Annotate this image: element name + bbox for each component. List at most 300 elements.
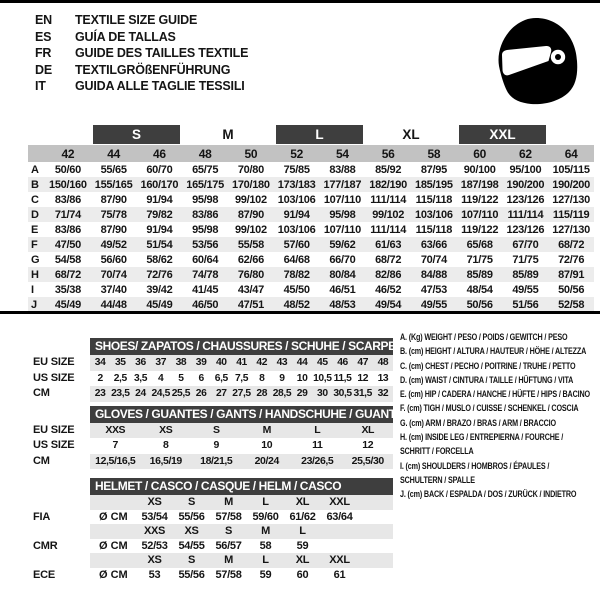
helmet-value-cell: 59/60 — [252, 510, 279, 523]
measurement-cell: 49/55 — [411, 297, 457, 312]
row-letter: A — [31, 163, 39, 176]
size-cell: 6 — [198, 372, 204, 384]
row-letter: G — [31, 253, 40, 266]
measurement-row — [28, 177, 594, 192]
row-label: FIA — [33, 510, 51, 523]
measurement-cell: 87/91 — [548, 267, 594, 282]
measurement-cell: 55/58 — [228, 237, 274, 252]
measurement-cell: 44/48 — [91, 297, 137, 312]
helmet-table-title: HELMET / CASCO / CASQUE / HELM / CASCO — [90, 478, 393, 495]
measurement-cell: 58/62 — [146, 253, 173, 266]
filler-cell — [358, 568, 393, 583]
measurement-cell: 46/51 — [329, 283, 356, 296]
measurement-cell: 43/47 — [237, 283, 264, 296]
measurement-cell: 45/49 — [137, 297, 183, 312]
size-cell: 7,5 — [234, 372, 249, 384]
measurement-cell: 91/94 — [274, 207, 320, 222]
measurement-cell: 87/95 — [420, 163, 447, 176]
size-cell: 36 — [135, 357, 146, 368]
measurement-cell: 115/118 — [415, 223, 453, 236]
measurement-cell: 47/51 — [228, 297, 274, 312]
measurement-cell: 71/74 — [45, 207, 91, 222]
size-number-cell: 60 — [457, 145, 503, 162]
legend-line: I. (cm) SHOULDERS / HOMBROS / ÉPAULES / — [400, 460, 550, 471]
size-cell: 29 — [296, 388, 308, 399]
size-cell: 25,5/30 — [351, 454, 384, 467]
size-cell: 23,5 — [111, 388, 130, 399]
size-cell: 20/24 — [254, 454, 279, 467]
helmet-size-cell: XL — [295, 554, 310, 566]
size-group-cell: M — [222, 127, 234, 142]
legend-item — [400, 487, 600, 501]
helmet-size-cell: S — [187, 496, 196, 508]
size-cell: 46 — [337, 357, 348, 368]
measurement-cell: 123/126 — [506, 193, 545, 206]
size-cell: 7 — [112, 439, 118, 451]
row-letter: F — [28, 237, 45, 252]
top-border-line — [0, 0, 600, 3]
helmet-size-cell: M — [261, 525, 270, 537]
helmet-value-cell: 54/55 — [178, 539, 205, 552]
language-code: FR — [35, 46, 52, 61]
measurement-cell: 48/52 — [274, 297, 320, 312]
legend-item — [400, 330, 600, 344]
empty-cell — [548, 124, 594, 145]
measurement-cell: 59/62 — [320, 237, 366, 252]
measurement-cell: 119/122 — [461, 223, 499, 236]
language-title: GUIDA ALLE TAGLIE TESSILI — [75, 79, 245, 94]
language-code: IT — [35, 79, 46, 94]
measurement-cell: 119/122 — [461, 193, 499, 206]
measurement-cell: 91/94 — [146, 193, 173, 206]
measurement-cell: 50/56 — [457, 297, 503, 312]
row-letter: E — [31, 223, 39, 236]
measurement-cell: 48/54 — [466, 283, 493, 296]
measurement-cell: 127/130 — [552, 193, 590, 206]
helmet-size-row — [90, 553, 393, 568]
size-row — [33, 386, 393, 402]
language-code: ES — [35, 29, 52, 44]
legend-item — [400, 359, 600, 373]
legend-line: A. (Kg) WEIGHT / PESO / POIDS / GEWITCH / PESO — [400, 332, 568, 342]
measurement-cell: 95/98 — [320, 207, 366, 222]
size-cell: M — [262, 423, 271, 436]
legend-line: G. (cm) ARM / BRAZO / BRAS / ARM / BRACCIO — [400, 417, 556, 428]
helmet-value-cell: 59 — [259, 568, 272, 581]
measurement-cell: 47/50 — [45, 237, 91, 252]
helmet-value-cell: 61 — [333, 568, 346, 581]
measurement-cell: 76/80 — [228, 267, 274, 282]
measurement-cell: 49/55 — [512, 283, 539, 296]
row-label: EU SIZE — [33, 423, 75, 436]
size-row — [33, 355, 393, 371]
size-group-cell: XL — [402, 127, 420, 142]
helmet-size-row — [90, 495, 393, 510]
size-cell: 41 — [236, 357, 247, 368]
size-cell: 26 — [195, 388, 207, 399]
size-cell: 18/21,5 — [200, 454, 233, 467]
size-cell: 28,5 — [272, 388, 292, 399]
language-code: DE — [35, 62, 52, 77]
helmet-size-cell: L — [299, 525, 306, 537]
size-number-cell: 42 — [45, 145, 91, 162]
measurement-row — [28, 267, 594, 282]
measurement-row — [28, 252, 594, 267]
measurement-cell: 37/40 — [100, 283, 127, 296]
filler-cell — [358, 539, 393, 554]
row-label: US SIZE — [33, 371, 75, 384]
row-label: CM — [33, 387, 50, 399]
measurement-row — [28, 237, 594, 252]
row-letter: J — [28, 297, 45, 312]
size-number-cell: 54 — [320, 145, 366, 162]
measurement-cell: 87/90 — [100, 223, 127, 236]
measurement-cell: 91/94 — [146, 223, 173, 236]
main-table-head — [28, 124, 594, 162]
measurement-cell: 115/119 — [548, 207, 594, 222]
filler-cell — [358, 524, 393, 539]
size-cell: 48 — [377, 357, 389, 368]
measurement-cell: 87/90 — [228, 207, 274, 222]
helmet-size-cell: M — [224, 496, 233, 508]
size-cell: XL — [361, 423, 375, 436]
measurement-cell: 72/76 — [137, 267, 183, 282]
measurement-cell: 111/114 — [370, 193, 407, 206]
measurement-cell: 41/45 — [192, 283, 219, 296]
unit-cell: Ø CM — [99, 568, 128, 581]
size-number-cell: 58 — [411, 145, 457, 162]
size-cell: 30,5 — [333, 388, 352, 399]
measurement-cell: 107/110 — [323, 193, 361, 206]
measurement-cell: 103/106 — [277, 223, 316, 236]
measurement-cell: 66/70 — [329, 253, 356, 266]
size-cell: 23/26,5 — [301, 454, 334, 467]
row-label: US SIZE — [33, 439, 75, 451]
size-group-box: L — [276, 125, 364, 144]
size-cell: 12 — [357, 372, 369, 384]
helmet-value-row — [33, 539, 393, 554]
size-number-cell: 50 — [228, 145, 274, 162]
measurement-cell: 75/78 — [91, 207, 137, 222]
measurement-cell: 103/106 — [277, 193, 316, 206]
measurement-cell: 111/114 — [503, 207, 549, 222]
measurement-cell: 87/90 — [100, 193, 127, 206]
helmet-size-cell: XS — [147, 554, 162, 566]
measurement-cell: 85/89 — [503, 267, 549, 282]
size-cell: 38 — [175, 357, 187, 368]
measurement-cell: 127/130 — [552, 223, 590, 236]
size-row — [33, 423, 393, 439]
language-row — [35, 45, 248, 62]
helmet-size-cell: XS — [184, 525, 199, 537]
size-number-cell: 56 — [365, 145, 411, 162]
language-row — [35, 29, 248, 46]
measurement-cell: 50/56 — [558, 283, 585, 296]
legend-line: J. (cm) BACK / ESPALDA / DOS / ZURÜCK / INDIETRO — [400, 489, 577, 500]
legend-item — [400, 344, 600, 358]
size-cell: 10 — [261, 439, 273, 451]
gloves-table-title: GLOVES / GUANTES / GANTS / HANDSCHUHE / GUANTI — [90, 406, 393, 423]
helmet-value-cell: 57/58 — [215, 510, 242, 523]
helmet-value-cell: 55/56 — [178, 568, 205, 581]
measurement-cell: 99/102 — [234, 223, 267, 236]
helmet-value-cell — [321, 539, 358, 554]
size-group-box: XXL — [459, 125, 547, 144]
helmet-size-cell: XXL — [329, 554, 350, 566]
measurement-cell: 82/86 — [365, 267, 411, 282]
empty-cell — [90, 495, 136, 510]
measurement-row — [28, 192, 594, 207]
measurement-cell: 70/80 — [237, 163, 264, 176]
size-number-row — [28, 145, 594, 162]
measurement-cell: 187/198 — [457, 177, 503, 192]
helmet-value-cell: 53 — [148, 568, 161, 581]
measurement-cell: 51/54 — [137, 237, 183, 252]
measurement-cell: 83/86 — [54, 193, 81, 206]
measurement-cell: 107/110 — [457, 207, 503, 222]
language-title: GUIDE DES TAILLES TEXTILE — [75, 46, 249, 61]
helmet-size-cell: XXL — [329, 496, 350, 508]
measurement-cell: 85/89 — [457, 267, 503, 282]
measurement-cell: 68/72 — [45, 267, 91, 282]
measurement-cell: 173/183 — [274, 177, 320, 192]
size-cell: 40 — [215, 357, 227, 368]
size-row — [33, 371, 393, 387]
empty-cell — [90, 524, 136, 539]
helmet-value-cell: 58 — [259, 539, 272, 552]
measurement-cell: 99/102 — [365, 207, 411, 222]
helmet-value-row — [33, 568, 393, 583]
size-cell: 27,5 — [232, 388, 251, 399]
measurement-cell: 83/86 — [182, 207, 228, 222]
size-cell: 34 — [94, 357, 106, 368]
measurement-row — [28, 282, 594, 297]
size-cell: 3,5 — [133, 372, 148, 384]
empty-cell — [45, 124, 91, 145]
measurement-cell: 53/56 — [182, 237, 228, 252]
size-cell: 9 — [279, 372, 285, 384]
language-list — [35, 12, 248, 95]
measurement-cell: 90/100 — [463, 163, 496, 176]
measurement-cell: 35/38 — [54, 283, 81, 296]
shoes-table — [33, 355, 393, 402]
legend-line: SCHULTERN / SPALLE — [400, 474, 475, 485]
helmet-value-cell: 53/54 — [141, 510, 168, 523]
size-cell: 31,5 — [353, 388, 372, 399]
size-number-cell: 44 — [91, 145, 137, 162]
legend-item — [400, 373, 600, 387]
measurement-cell: 80/84 — [320, 267, 366, 282]
filler-cell — [358, 495, 393, 510]
lower-tables — [33, 338, 399, 582]
language-code: EN — [35, 13, 52, 27]
helmet-value-cell: 59 — [296, 539, 309, 552]
helmet-value-cell: 61/62 — [289, 510, 316, 523]
measurement-cell: 46/50 — [182, 297, 228, 312]
size-cell: 12 — [362, 439, 374, 451]
measurement-cell: 67/70 — [503, 237, 549, 252]
measurement-cell: 95/100 — [509, 163, 542, 176]
measurement-cell: 48/53 — [320, 297, 366, 312]
legend-item — [400, 387, 600, 401]
unit-cell: Ø CM — [99, 510, 128, 523]
size-number-cell: 64 — [548, 145, 594, 162]
size-cell: 12,5/16,5 — [95, 454, 136, 467]
measurement-cell: 75/85 — [283, 163, 310, 176]
size-cell: 25,5 — [171, 388, 191, 399]
measurement-legend — [400, 330, 600, 502]
size-cell: 4 — [158, 372, 164, 384]
measurement-cell: 65/75 — [192, 163, 219, 176]
measurement-cell: 79/82 — [137, 207, 183, 222]
measurement-cell: 83/88 — [329, 163, 356, 176]
measurement-cell: 74/78 — [182, 267, 228, 282]
size-cell: 16,5/19 — [149, 454, 182, 467]
filler-cell — [358, 510, 393, 525]
legend-line: SCHRITT / FORCELLA — [400, 446, 474, 457]
measurement-cell: 78/82 — [274, 267, 320, 282]
size-group-box: S — [93, 125, 181, 144]
size-cell: 30 — [317, 388, 328, 399]
size-cell: 24 — [135, 388, 146, 399]
row-label: CMR — [33, 539, 58, 552]
size-group-cell — [457, 124, 549, 145]
measurement-cell: 68/72 — [548, 237, 594, 252]
legend-line: H. (cm) INSIDE LEG / ENTREPIERNA / FOURCHE / — [400, 432, 564, 443]
size-cell: 24,5 — [151, 388, 170, 399]
measurement-cell: 56/60 — [100, 253, 127, 266]
helmet-table — [33, 495, 393, 582]
size-cell: 8 — [259, 372, 265, 384]
size-cell: 13 — [377, 372, 389, 384]
measurement-cell: 62/66 — [237, 253, 264, 266]
row-letter: C — [31, 193, 39, 206]
measurement-cell: 123/126 — [506, 223, 545, 236]
size-cell: 27 — [215, 388, 227, 399]
size-group-cell — [274, 124, 366, 145]
legend-line: F. (cm) TIGH / MUSLO / CUISSE / SCHENKEL / COSCIA — [400, 403, 579, 414]
measurement-cell: 95/98 — [192, 223, 219, 236]
helmet-value-cell: 57/58 — [215, 568, 242, 581]
measurement-cell: 50/60 — [54, 163, 81, 176]
measurement-cell: 99/102 — [234, 193, 267, 206]
size-cell: 42 — [256, 357, 268, 368]
measurement-cell: 60/70 — [146, 163, 173, 176]
measurement-cell: 72/76 — [558, 253, 585, 266]
helmet-value-row — [33, 510, 393, 525]
measurement-cell: 70/74 — [420, 253, 447, 266]
size-cell: 39 — [195, 357, 207, 368]
size-cell: 23 — [94, 388, 106, 399]
measurement-cell: 63/66 — [411, 237, 457, 252]
unit-cell: Ø CM — [99, 539, 128, 552]
size-cell: 10 — [296, 372, 308, 384]
measurement-cell: 182/190 — [365, 177, 411, 192]
measurement-cell: 105/115 — [552, 163, 590, 176]
filler-cell — [358, 553, 393, 568]
measurement-cell: 57/60 — [274, 237, 320, 252]
measurement-cell: 45/50 — [283, 283, 310, 296]
main-size-table — [28, 124, 594, 312]
measurement-row — [28, 162, 594, 177]
size-group-cell — [91, 124, 183, 145]
size-row — [33, 454, 393, 470]
measurement-cell: 65/68 — [457, 237, 503, 252]
measurement-cell: 54/58 — [54, 253, 81, 266]
measurement-row — [28, 297, 594, 312]
size-cell: 11 — [312, 439, 323, 451]
size-cell: 28 — [256, 388, 268, 399]
legend-item — [400, 430, 600, 459]
size-cell: 2,5 — [113, 372, 127, 384]
size-cell: 5 — [178, 372, 184, 384]
legend-item — [400, 416, 600, 430]
measurement-cell: 49/54 — [365, 297, 411, 312]
measurement-cell: 190/200 — [548, 177, 594, 192]
size-cell: 45 — [317, 357, 328, 368]
size-number-cell: 52 — [274, 145, 320, 162]
language-title: GUÍA DE TALLAS — [75, 29, 176, 44]
empty-cell — [28, 145, 45, 162]
main-table-body — [28, 162, 594, 312]
helmet-size-row — [90, 524, 393, 539]
size-cell: 6,5 — [214, 372, 228, 384]
measurement-cell: 165/175 — [182, 177, 228, 192]
helmet-value-cell: 52/53 — [141, 539, 168, 552]
section-divider-line — [0, 311, 600, 314]
measurement-cell: 155/165 — [91, 177, 137, 192]
measurement-cell: 95/98 — [192, 193, 219, 206]
helmet-value-cell: 63/64 — [326, 510, 353, 523]
language-row — [35, 78, 248, 95]
measurement-cell: 70/74 — [91, 267, 137, 282]
measurement-cell: 46/52 — [375, 283, 402, 296]
measurement-cell: 52/58 — [548, 297, 594, 312]
size-row — [33, 438, 393, 454]
size-cell: 43 — [276, 357, 288, 368]
size-cell: 35 — [114, 357, 126, 368]
size-cell: 10,5 — [313, 372, 332, 384]
helmet-size-cell: XS — [147, 496, 162, 508]
measurement-cell: 71/75 — [466, 253, 493, 266]
measurement-cell: 39/42 — [146, 283, 173, 296]
measurement-cell: 83/86 — [54, 223, 81, 236]
helmet-value-cell: 60 — [296, 568, 309, 581]
legend-line: C. (cm) CHEST / PECHO / POITRINE / TRUHE / PETTO — [400, 360, 576, 371]
measurement-cell: 85/92 — [375, 163, 402, 176]
size-cell: XS — [159, 423, 173, 436]
measurement-row — [28, 207, 594, 222]
legend-line: D. (cm) WAIST / CINTURA / TAILLE / HÜFTUNG / VITA — [400, 374, 574, 385]
measurement-cell: 68/72 — [375, 253, 402, 266]
language-title: TEXTILGRÖßENFÜHRUNG — [75, 62, 231, 77]
row-label: ECE — [33, 568, 56, 581]
measurement-cell: 49/52 — [91, 237, 137, 252]
size-cell: 8 — [163, 439, 169, 451]
size-cell: S — [212, 423, 220, 436]
row-letter: I — [31, 283, 34, 296]
measurement-cell: 150/160 — [45, 177, 91, 192]
helmet-size-cell: XL — [295, 496, 310, 508]
size-cell: 32 — [377, 388, 389, 399]
measurement-cell: 45/49 — [45, 297, 91, 312]
size-cell: 2 — [97, 372, 103, 384]
legend-line: B. (cm) HEIGHT / ALTURA / HAUTEUR / HÖHE / ALTEZZA — [400, 346, 587, 357]
measurement-cell: 71/75 — [512, 253, 539, 266]
measurement-cell: 115/118 — [415, 193, 453, 206]
helmet-value-cell: 55/56 — [178, 510, 205, 523]
size-number-cell: 62 — [503, 145, 549, 162]
